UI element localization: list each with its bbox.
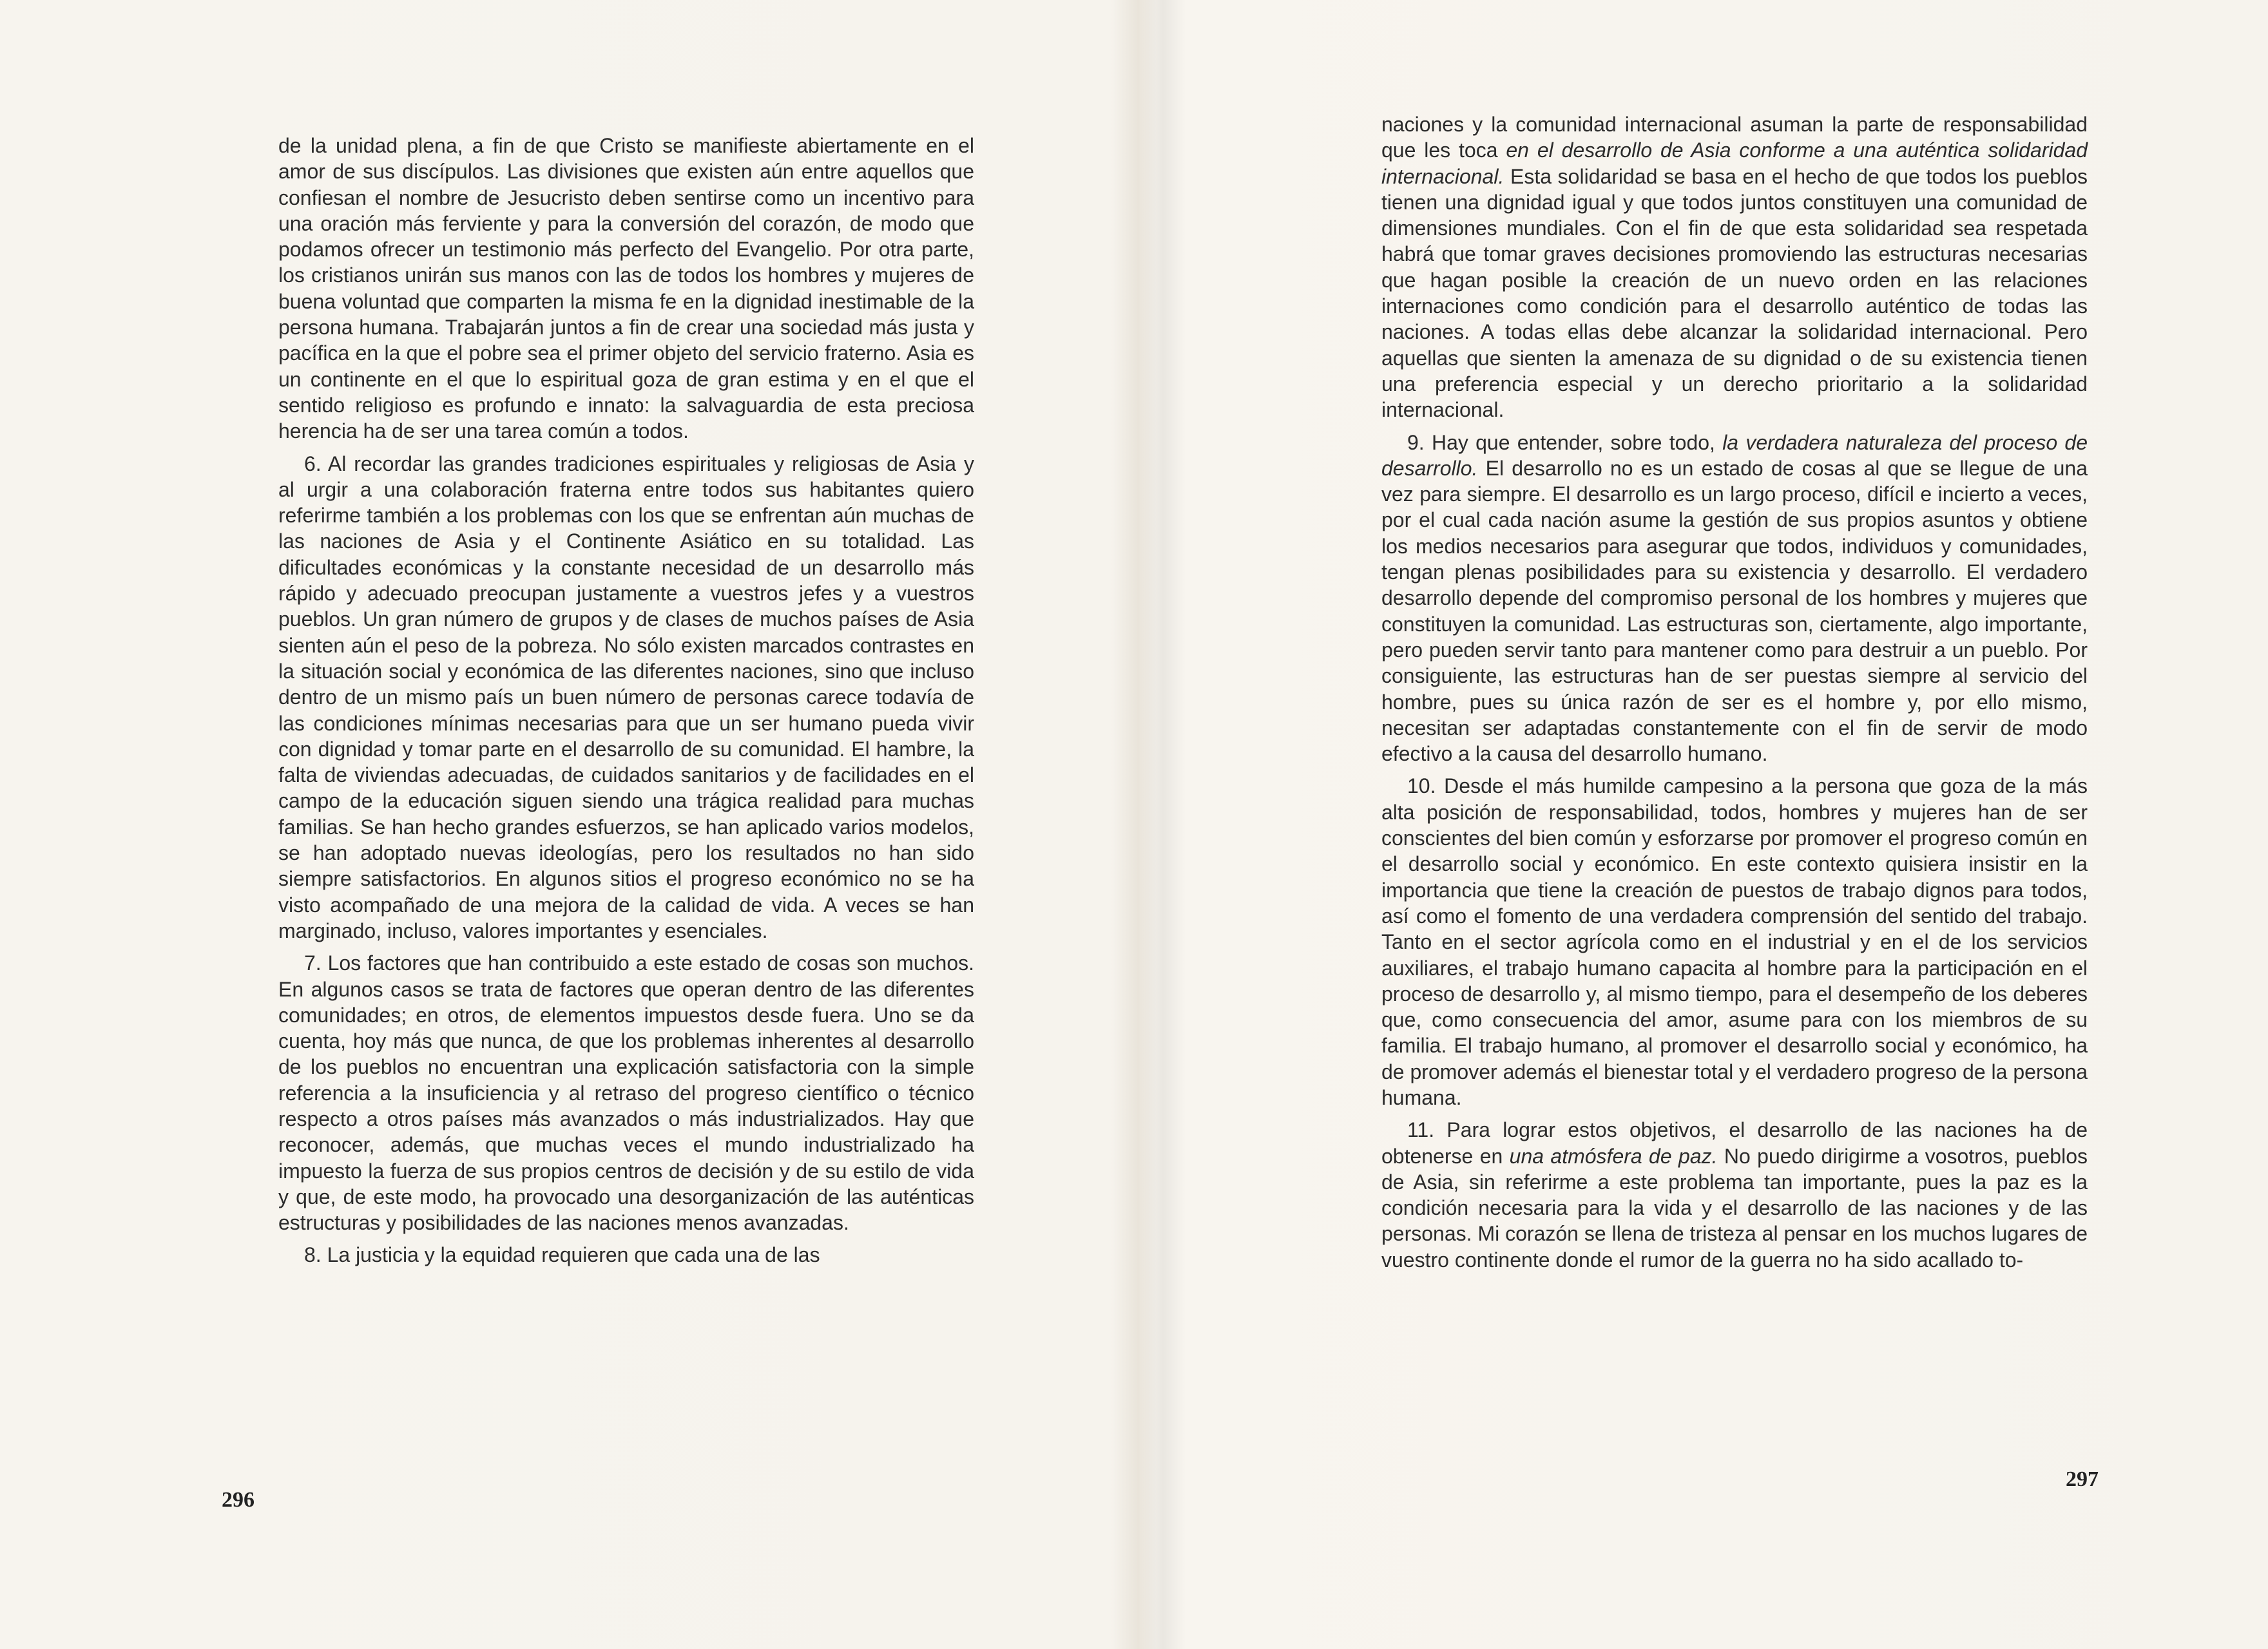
paragraph-number: 7.: [304, 951, 322, 975]
paragraph-continued: de la unidad plena, a fin de que Cristo se manifieste abiertamente en el amor de sus discípulos. Las divisiones que existen aún entre aquellos que confiesan el nombre de Jesucristo deben sentirse como un incentivo para una oración más ferviente y para la conversión del corazón, de modo que podamos ofrecer un testimonio más perfecto del Evangelio. Por otra parte, los cristianos unirán sus manos con las de todos los hombres y mujeres de buena voluntad que comparten la misma fe en la dignidad inestimable de la persona humana. Trabajarán juntos a fin de crear una sociedad más justa y pacífica en la que el pobre sea el primer objeto del servicio fraterno. Asia es un continente en el que lo espiritual goza de gran estima y en el que el sentido religioso es profundo e innato: la salvaguardia de esta preciosa herencia ha de ser una tarea común a todos.: [278, 134, 974, 443]
emphasis-text: en el desarrollo de Asia conforme a una auténtica solidaridad internacional.: [1381, 138, 2088, 188]
paragraph-text: naciones y la comunidad internacional asuman la parte de responsabilidad que les toca: [1381, 113, 2088, 162]
page-number: 296: [222, 1488, 255, 1512]
paragraph-6: [278, 451, 974, 944]
paragraph-text: El desarrollo no es un estado de cosas al que se llegue de una vez para siempre. El desarrollo es un largo proceso, difícil e incierto a veces, por el cual cada nación asume la gestión de sus propios asuntos y obtiene los medios necesarios para asegurar que todos, individuos y comunidades, tengan plenas posibilidades para su existencia y desarrollo. El verdadero desarrollo depende del compromiso personal de los hombres y mujeres que constituyen la comunidad. Las estructuras son, ciertamente, algo importante, pero pueden servir tanto para mantener como para destruir a un pueblo. Por consiguiente, las estructuras han de ser puestas siempre al servicio del hombre, pues su única razón de ser es el hombre y, por ello mismo, necesitan ser adaptadas constantemente con el fin de servir de modo efectivo a la causa del desarrollo humano.: [1381, 456, 2088, 766]
paragraph-number: 8.: [304, 1243, 322, 1267]
right-page: [1134, 0, 2268, 1649]
paragraph-text: No puedo dirigirme a vosotros, pueblos de Asia, sin referirme a este problema tan importante, pues la paz es la condición necesaria para la vida y el desarrollo de las naciones y de las personas. Mi corazón se llena de tristeza al pensar en los muchos lugares de vuestro continente donde el rumor de la guerra no ha sido acallado to-: [1381, 1144, 2088, 1272]
paragraph-10: [1381, 773, 2088, 1110]
paragraph-text: Para lograr estos objetivos, el desarrollo de las naciones ha de obtenerse en: [1381, 1118, 2088, 1168]
left-page-text: [278, 133, 974, 1275]
paragraph-number: 10.: [1407, 774, 1436, 798]
paragraph-continued: [1381, 111, 2088, 423]
paragraph-number: 6.: [304, 452, 322, 475]
paragraph-text: Al recordar las grandes tradiciones espirituales y religiosas de Asia y al urgir a una colaboración fraterna entre todos sus habitantes quiero referirme también a los problemas con los que se enfrentan aún muchas de las naciones de Asia y el Continente Asiático en su totalidad. Las dificultades económicas y la constante necesidad de un desarrollo más rápido y adecuado preocupan justamente a vuestros jefes y a vuestros pueblos. Un gran número de grupos y de clases de muchos países de Asia sienten aún el peso de la pobreza. No sólo existen marcados contrastes en la situación social y económica de las diferentes naciones, sino que incluso dentro de un mismo país un buen número de personas carece todavía de las condiciones mínimas necesarias para que un ser humano pueda vivir con dignidad y tomar parte en el desarrollo de su comunidad. El hambre, la falta de viviendas adecuadas, de cuidados sanitarios y de facilidades en el campo de la educación siguen siendo una trágica realidad para muchas familias. Se han hecho grandes esfuerzos, se han aplicado varios modelos, se han adoptado nuevas ideologías, pero los resultados no han sido siempre satisfactorios. En algunos sitios el progreso económico no se ha visto acompañado de una mejora de la calidad de vida. A veces se han marginado, incluso, valores importantes y esenciales.: [278, 452, 975, 942]
paragraph-text: Los factores que han contribuido a este estado de cosas son muchos. En algunos casos se trata de factores que operan dentro de las diferentes comunidades; en otros, de elementos impuestos desde fuera. Uno se da cuenta, hoy más que nunca, de que los problemas inherentes al desarrollo de los pueblos no encuentran una explicación satisfactoria con la simple referencia a la insuficiencia y al retraso del progreso científico o técnico respecto a otros países más avanzados o más industrializados. Hay que reconocer, además, que muchas veces el mundo industrializado ha impuesto la fuerza de sus propios centros de decisión y de su estilo de vida y que, de este modo, ha provocado una desorganización de las auténticas estructuras y posibilidades de las naciones menos avanzadas.: [278, 951, 975, 1235]
emphasis-text: la verdadera naturaleza del proceso de desarrollo.: [1381, 430, 2088, 480]
paragraph-8: [278, 1242, 974, 1268]
right-page-text: [1381, 111, 2088, 1279]
paragraph-text: La justicia y la equidad requieren que cada una de las: [327, 1243, 820, 1267]
paragraph-number: 9.: [1407, 430, 1425, 454]
page-number: 297: [2066, 1467, 2099, 1491]
emphasis-text: una atmósfera de paz.: [1509, 1144, 1718, 1168]
paragraph-text: Desde el más humilde campesino a la persona que goza de la más alta posición de responsabilidad, todos, hombres y mujeres han de ser conscientes del bien común y esforzarse por promover el progreso común en el desarrollo social y económico. En este contexto quisiera insistir en la importancia que tiene la creación de puestos de trabajo dignos para todos, así como el fomento de una verdadera comprensión del sentido del trabajo. Tanto en el sector agrícola como en el industrial y en el de los servicios auxiliares, el trabajo humano capacita al hombre para la participación en el proceso de desarrollo y, al mismo tiempo, para el desempeño de los deberes que, como consecuencia del amor, asume para con los miembros de su familia. El trabajo humano, al promover el desarrollo social y económico, ha de promover además el bienestar total y el verdadero progreso de la persona humana.: [1381, 774, 2088, 1109]
paragraph-7: [278, 950, 974, 1235]
paragraph-11: [1381, 1117, 2088, 1273]
paragraph-text: Esta solidaridad se basa en el hecho de que todos los pueblos tienen una dignidad igual y que todos juntos constituyen una comunidad de dimensiones mundiales. Con el fin de que esta solidaridad sea respetada habrá que tomar graves decisiones promoviendo las estructuras necesarias que hagan posible la creación de un nuevo orden en las relaciones internaciones como condición para el desarrollo auténtico de todas las naciones. A todas ellas debe alcanzar la solidaridad internacional. Pero aquellas que sienten la amenaza de su dignidad o de su existencia tienen una preferencia especial y un derecho prioritario a la solidaridad internacional.: [1381, 164, 2088, 422]
paragraph-text: Hay que entender, sobre todo,: [1431, 430, 1723, 454]
paragraph-number: 11.: [1407, 1118, 1435, 1142]
paragraph-9: [1381, 430, 2088, 767]
